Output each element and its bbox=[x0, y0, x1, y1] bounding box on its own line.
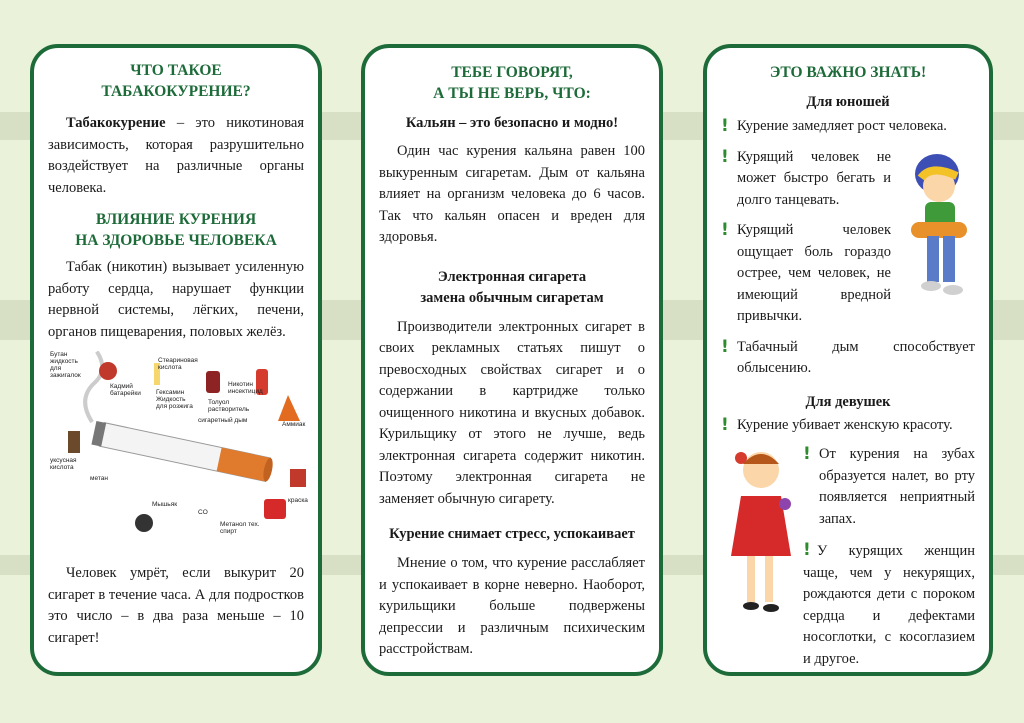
list-item bbox=[721, 337, 975, 380]
paint-can-icon bbox=[290, 469, 306, 487]
boys-item-text: Курящий человек не может быстро бегать и долго танцевать. bbox=[737, 148, 891, 208]
panel-dont-believe bbox=[361, 44, 663, 676]
list-item bbox=[721, 147, 891, 212]
heading-line-2: замена обычным сигаретам bbox=[420, 289, 604, 306]
title-line-1: ВЛИЯНИЕ КУРЕНИЯ bbox=[95, 211, 257, 228]
label-acetic: уксусная кислота bbox=[50, 457, 77, 471]
definition-paragraph bbox=[48, 113, 304, 199]
flask-icon bbox=[278, 395, 300, 421]
heading-stress: Курение снимает стресс, успокаивает bbox=[389, 526, 635, 542]
title-smoking-influence bbox=[48, 209, 304, 251]
heading-e-cigarette bbox=[379, 267, 645, 309]
label-toluene: Толуол растворитель bbox=[208, 399, 250, 413]
title-dont-believe bbox=[379, 62, 645, 104]
label-cigarette-smoke: сигаретный дым bbox=[198, 417, 248, 424]
label-ammonia: Аммиак bbox=[282, 421, 306, 428]
exclamation-icon: ! bbox=[721, 336, 729, 357]
tobacco-effects-paragraph: Табак (никотин) вызывает усиленную работу сердца, нарушает функции нервной системы, лёгких, печени, органов пищеварения, половых желёз. bbox=[48, 259, 304, 340]
list-item bbox=[803, 444, 975, 530]
exclamation-icon: ! bbox=[721, 414, 729, 435]
heading-line-1: Электронная сигарета bbox=[437, 268, 587, 285]
list-item bbox=[721, 116, 975, 138]
girls-item-text: Курение убивает женскую красоту. bbox=[737, 416, 953, 433]
poison-icon bbox=[135, 514, 153, 532]
bottle-icon bbox=[206, 371, 220, 393]
exclamation-icon: ! bbox=[803, 540, 811, 560]
acid-bottle-icon bbox=[68, 431, 80, 453]
stress-paragraph: Мнение о том, что курение расслабляет и успокаивает в корне неверно. Наоборот, курильщики больше подвержены депрессии и различным психическим расстройствам. bbox=[379, 555, 645, 657]
label-butane: Бутан жидкость для зажигалок bbox=[50, 351, 81, 379]
list-item bbox=[721, 415, 975, 437]
title-line-1: ТЕБЕ ГОВОРЯТ, bbox=[451, 64, 573, 81]
panel-important-to-know bbox=[703, 44, 993, 676]
label-methane: метан bbox=[90, 475, 108, 482]
girl-illustration bbox=[721, 444, 799, 620]
boys-item-text: Курение замедляет рост человека. bbox=[737, 118, 947, 134]
exclamation-icon: ! bbox=[721, 116, 729, 136]
heading-hookah: Кальян – это безопасно и модно! bbox=[405, 115, 619, 131]
title-important: ЭТО ВАЖНО ЗНАТЬ! bbox=[769, 64, 927, 81]
title-line-2: А ТЫ НЕ ВЕРЬ, ЧТО: bbox=[433, 85, 591, 102]
battery-icon bbox=[99, 362, 117, 380]
list-item bbox=[721, 220, 891, 328]
definition-text: – это никотиновая зависимость, которая разрушительно воздействует на различные органы человека. bbox=[48, 115, 304, 196]
girls-item-text: От курения на зубах образуется налет, во рту появляется неприятный запах. bbox=[819, 446, 975, 527]
boys-item-text: Курящий человек ощущает боль гораздо острее, чем человек, не имеющий вредной привычки. bbox=[737, 222, 891, 324]
label-nicotine: Никотин инсектицид bbox=[228, 381, 263, 395]
boys-item-text: Табачный дым способствует облысению. bbox=[737, 338, 975, 376]
label-cadmium: Кадмий батарейки bbox=[110, 383, 141, 397]
heading-girls: Для девушек bbox=[805, 393, 891, 410]
girls-section bbox=[721, 444, 975, 670]
canister-icon bbox=[264, 499, 286, 519]
deadly-dose-paragraph: Человек умрёт, если выкурит 20 сигарет в течение часа. А для подростков это число – в два раза меньше – 10 сигарет! bbox=[48, 565, 304, 646]
boy-illustration bbox=[901, 146, 981, 306]
exclamation-icon: ! bbox=[721, 220, 729, 240]
label-methanol: Метанол тех. спирт bbox=[220, 521, 260, 535]
label-paint: краска bbox=[288, 497, 308, 504]
title-what-is-smoking: ЧТО ТАКОЕ ТАБАКОКУРЕНИЕ? bbox=[101, 62, 251, 100]
exclamation-icon: ! bbox=[803, 444, 811, 464]
heading-boys: Для юношей bbox=[806, 94, 890, 110]
e-cigarette-paragraph: Производители электронных сигарет в своих рекламных статьях пишут о превосходных свойствах сигарет и о содержании в картридже только очищенного никотина и вкусных добавок. Курильщику от этого не лучше, ведь электронная сигарета содержит никотин. Поэтому электронная сигарета не заменяет обычную сигарету. bbox=[379, 318, 645, 507]
exclamation-icon: ! bbox=[721, 146, 729, 167]
label-arsenic: Мышьяк bbox=[152, 501, 178, 508]
cigarette-chemicals-diagram bbox=[48, 351, 308, 551]
cigarette-illustration bbox=[48, 351, 312, 551]
girls-item-text bbox=[803, 540, 975, 670]
title-line-2: НА ЗДОРОВЬЕ ЧЕЛОВЕКА bbox=[75, 232, 277, 249]
label-co: CO bbox=[198, 509, 208, 516]
panel-what-is-smoking bbox=[30, 44, 322, 676]
hookah-paragraph: Один час курения кальяна равен 100 выкуренным сигаретам. Дым от кальяна влияет на организм человека до 6 часов. Так что кальян опасен и вреден для здоровья. bbox=[379, 143, 645, 245]
label-hexamine: Гексамин Жидкость для розжига bbox=[156, 389, 193, 410]
definition-term: Табакокурение bbox=[66, 115, 166, 131]
girls-item-3-text: У курящих женщин чаще, чем у некурящих, рождаются дети с пороком сердца и дефектами носоглотки, с косоглазием и другое. bbox=[803, 543, 975, 667]
label-stearic: Стеариновая кислота bbox=[158, 357, 198, 371]
